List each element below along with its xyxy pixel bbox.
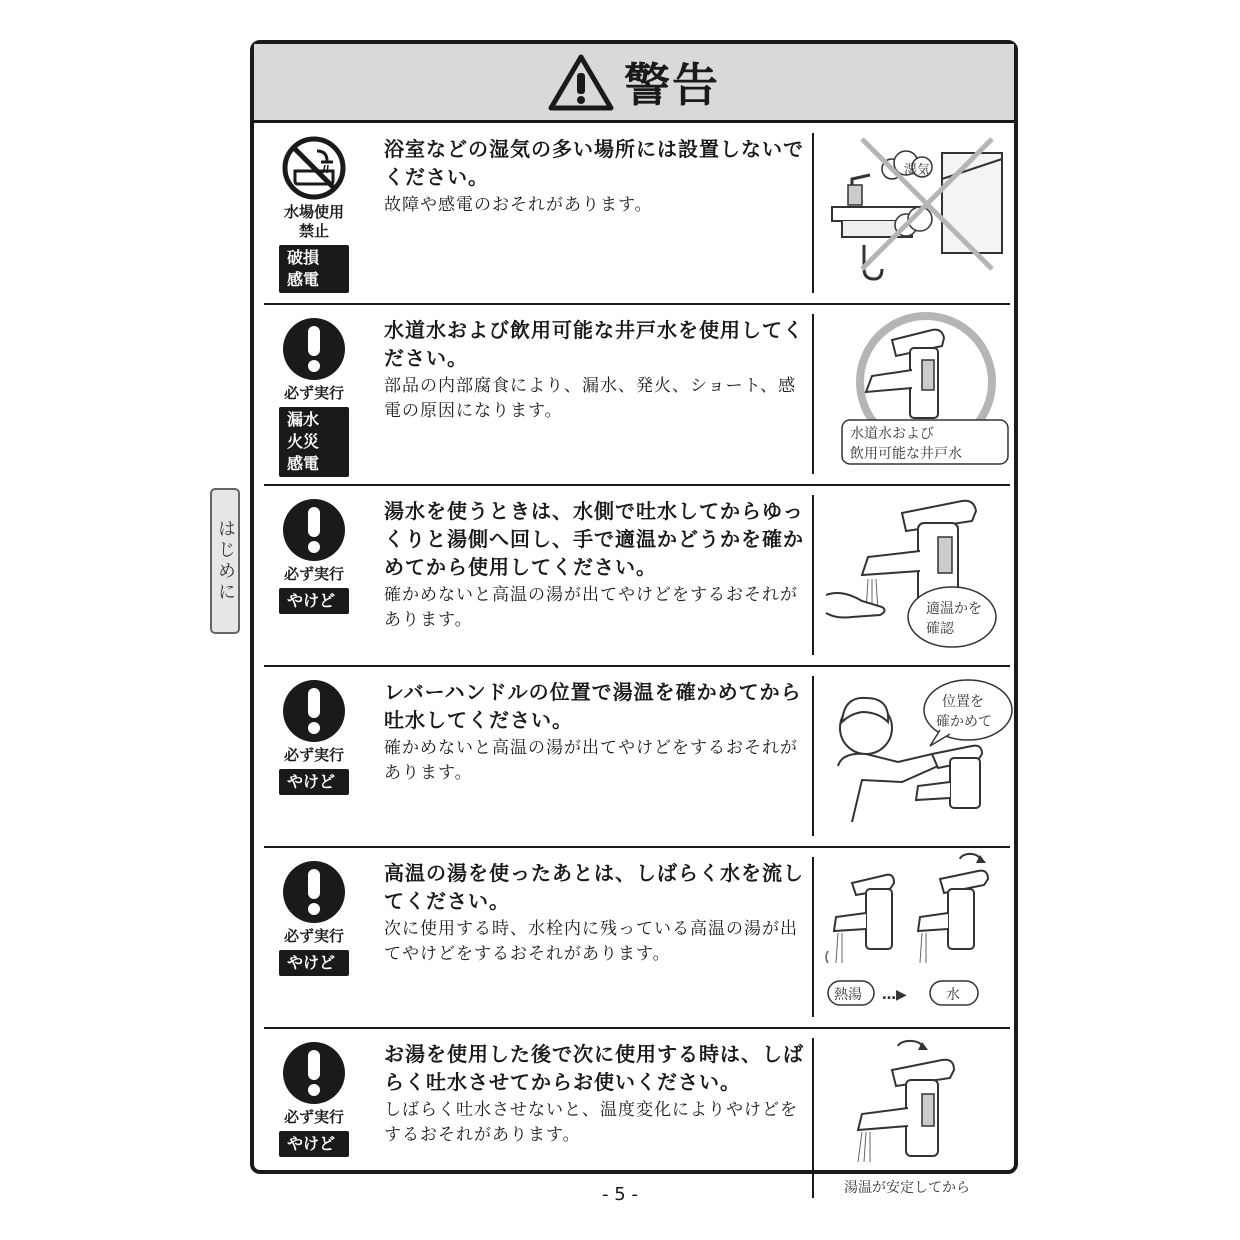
warning-body: 確かめないと高温の湯が出てやけどをするおそれがあります。	[384, 585, 798, 630]
position-check-label-2: 確かめて	[936, 714, 992, 730]
icon-label: 必ず実行	[283, 1108, 344, 1126]
warning-row	[264, 847, 1010, 1029]
warning-headline: 高温の湯を使ったあとは、しばらく水を流してください。	[384, 861, 804, 913]
column-divider	[812, 676, 814, 836]
warning-row	[264, 304, 1010, 486]
warning-triangle-icon	[548, 53, 614, 111]
column-divider	[812, 495, 814, 655]
hand-test-illustration	[822, 491, 1010, 659]
warning-row	[264, 1028, 1010, 1208]
column-divider	[812, 133, 814, 293]
temp-check-label-2: 確認	[926, 621, 954, 637]
warning-title: 警告	[624, 58, 720, 112]
hot-water-label: 熱湯	[834, 987, 862, 1003]
warning-frame	[250, 40, 1018, 1196]
hazard-tag: やけど	[279, 1131, 349, 1157]
warning-headline: お湯を使用した後で次に使用する時は、しばらく吐水させてからお使いください。	[384, 1042, 804, 1094]
warning-body: 確かめないと高温の湯が出てやけどをするおそれがあります。	[384, 738, 798, 783]
column-divider	[812, 1038, 814, 1198]
water-type-label-1: 水道水および	[850, 426, 934, 442]
icon-label: 必ず実行	[283, 565, 344, 583]
warning-row	[264, 485, 1010, 667]
mandatory-action-icon	[281, 1040, 347, 1106]
warning-header	[254, 44, 1014, 123]
section-tab-label: はじめに	[215, 519, 236, 603]
icon-label: 必ず実行	[283, 927, 344, 945]
page-number: - 5 -	[602, 1184, 638, 1205]
faucet-ok-illustration	[822, 310, 1010, 478]
warning-headline: 浴室などの湿気の多い場所には設置しないでください。	[384, 137, 804, 189]
bathroom-illustration	[822, 129, 1010, 297]
mandatory-action-icon	[281, 859, 347, 925]
humidity-label: 湿気	[904, 163, 931, 178]
column-divider	[812, 857, 814, 1017]
temp-check-label-1: 適温かを	[926, 601, 982, 617]
icon-label: 水場使用 禁止	[283, 203, 344, 240]
mandatory-action-icon	[281, 316, 347, 382]
warning-body: 部品の内部腐食により、漏水、発火、ショート、感電の原因になります。	[384, 376, 797, 421]
hazard-tag: やけど	[279, 588, 349, 614]
hazard-tag: やけど	[279, 950, 349, 976]
warning-headline: 水道水および飲用可能な井戸水を使用してください。	[384, 318, 804, 370]
warning-body: 故障や感電のおそれがあります。	[384, 195, 653, 215]
section-side-tab	[210, 488, 240, 634]
mandatory-action-icon	[281, 497, 347, 563]
position-check-label-1: 位置を	[942, 694, 984, 710]
warning-body: しばらく吐水させないと、温度変化によりやけどをするおそれがあります。	[384, 1100, 798, 1145]
warning-headline: 湯水を使うときは、水側で吐水してからゆっくりと湯側へ回し、手で適温かどうかを確かめてから使用してください。	[384, 499, 804, 579]
cold-water-label: 水	[946, 987, 960, 1003]
hazard-tag: 漏水 火災 感電	[279, 407, 349, 477]
stable-temp-illustration	[822, 1034, 1010, 1202]
flush-water-illustration	[822, 853, 1010, 1021]
warning-row	[264, 666, 1010, 848]
warning-headline: レバーハンドルの位置で湯温を確かめてから吐水してください。	[384, 680, 802, 732]
icon-label: 必ず実行	[283, 384, 344, 402]
warning-body: 次に使用する時、水栓内に残っている高温の湯が出てやけどをするおそれがあります。	[384, 919, 798, 964]
warning-row	[264, 123, 1010, 305]
hazard-tag: やけど	[279, 769, 349, 795]
icon-label: 必ず実行	[283, 746, 344, 764]
stable-temp-label: 湯温が安定してから	[844, 1180, 970, 1196]
no-wet-area-icon	[281, 135, 347, 201]
arrow-dots: …▶	[882, 987, 907, 1003]
mandatory-action-icon	[281, 678, 347, 744]
column-divider	[812, 314, 814, 474]
water-type-label-2: 飲用可能な井戸水	[850, 446, 962, 462]
lever-check-illustration	[822, 672, 1010, 840]
hazard-tag: 破損 感電	[279, 245, 349, 293]
